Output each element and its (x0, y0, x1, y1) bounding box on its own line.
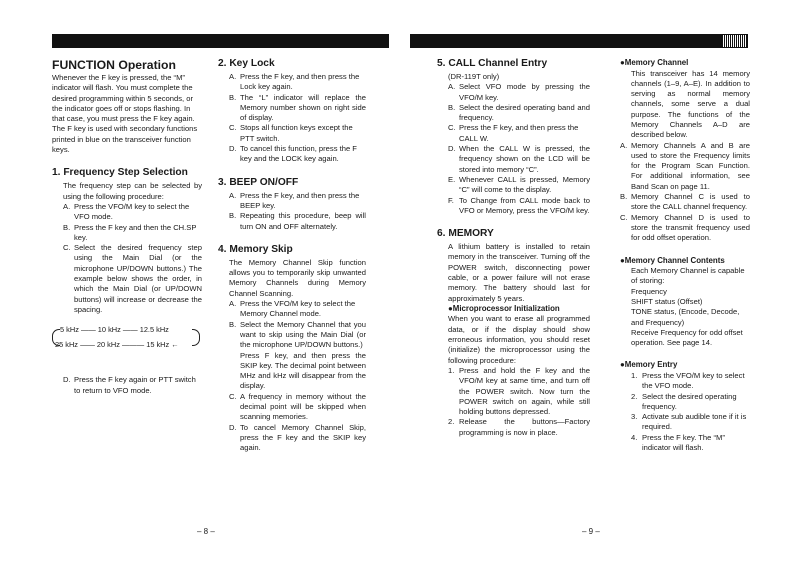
memory-contents-intro: Each Memory Channel is capable of storing: (631, 266, 745, 286)
step-25khz: 25 kHz (55, 340, 79, 350)
memory-contents-line: TONE status, (Encode, Decode, and Frequency) (631, 307, 740, 327)
column-2 (218, 58, 366, 466)
step-12-5khz: 12.5 kHz (139, 325, 169, 335)
step-15khz: 15 kHz (146, 340, 170, 350)
beep-title: 3. BEEP ON/OFF (218, 176, 299, 188)
memory-contents-line: Frequency (631, 286, 667, 296)
microprocessor-init-text: When you want to erase all programmed data, or if the display should show erroneous information, you should reset (initialize) the microprocessor using the following procedure: (448, 314, 590, 365)
list-item: B. Memory Channel C is used to store the CALL channel frequency. (620, 192, 750, 212)
column-3 (437, 58, 590, 438)
function-operation-title: FUNCTION Operation (52, 58, 176, 72)
scale-curve-right-arrow (192, 329, 200, 346)
list-item: D. When the CALL W is pressed, the frequency shown on the LCD will be stored into memory “C”. (448, 144, 590, 174)
list-item: D. Press the F key again or PTT switch to return to VFO mode. (63, 375, 196, 395)
memory-channel-title: ●Memory Channel (620, 58, 689, 67)
function-operation-intro-2: The F key is used with secondary functions printed in blue on the transceiver function keys. (52, 124, 198, 155)
frequency-step-intro: The frequency step can be selected by using the following procedure: (63, 181, 202, 201)
memory-contents-title: ●Memory Channel Contents (620, 255, 725, 265)
list-item: F. To Change from CALL mode back to VFO or Memory, press the VFO/M key. (448, 195, 590, 215)
list-item: A. Press the VFO/M key to select the VFO mode. (63, 201, 190, 222)
header-barcode-stripes (722, 35, 746, 47)
list-item: 2. Release the buttons—Factory programming is now in place. (448, 417, 590, 437)
page-number-right: – 9 – (582, 527, 600, 536)
memory-entry-title: ●Memory Entry (620, 360, 678, 370)
list-item: A. Press the VFO/M key to select the Memory Channel mode. (229, 299, 356, 319)
list-item: C. Stops all function keys except the PTT switch. (229, 123, 353, 143)
list-item: 1. Press the VFO/M key to select the VFO mode. (631, 370, 745, 391)
step-5khz: 5 kHz (60, 325, 79, 335)
header-bar-left (52, 34, 389, 48)
list-item: C. Select the desired frequency step using the Main Dial (or the microphone UP/DOWN buttons.) The example below shows the order, in which the Main Dial (or UP/DOWN buttons) will increase or decrease the spacing. (63, 243, 202, 314)
list-item: 3. Activate sub audible tone if it is required. (631, 412, 747, 432)
list-item: 1. Press and hold the F key and the VFO/M key at same time, and turn off the POWER switch. Now turn the POWER switch on again, while still holding buttons depressed. (448, 365, 590, 417)
list-item: B. The “L” indicator will replace the Memory number shown on right side of display. (229, 92, 366, 123)
list-item: E. Whenever CALL is pressed, Memory “C” will come to the display. (448, 174, 590, 195)
microprocessor-init-title: ●Microprocessor Initialization (448, 303, 560, 313)
column-1 (52, 58, 202, 396)
list-item: A. Press the F key, and then press the Lock key again. (229, 72, 360, 92)
list-item: C. Memory Channel D is used to store the transmit frequency used for odd offset operation. (620, 212, 750, 243)
frequency-step-title: 1. Frequency Step Selection (52, 167, 188, 179)
memory-skip-title: 4. Memory Skip (218, 243, 293, 255)
list-item: Press F key, and then press the SKIP key. The decimal point between MHz and kHz will disappear from the display. (240, 350, 366, 391)
list-item: 2. Select the desired operating frequency. (631, 391, 737, 411)
memory-skip-intro: The Memory Channel Skip function allows you to temporarily skip unwanted Memory Channels during Memory Channel Scanning. (229, 257, 366, 298)
memory-title: 6. MEMORY (437, 228, 494, 240)
list-item: B. Select the Memory Channel that you want to skip using the Main Dial (or the microphone UP/DOWN buttons.) (229, 319, 366, 350)
step-20khz: 20 kHz (96, 340, 120, 350)
function-operation-intro: Whenever the F key is pressed, the “M” indicator will flash. You must complete the desired programming within 5 seconds, or the indicator goes off or stops flashing. In that case, you must press the F key again. (52, 73, 195, 124)
memory-channel-intro: This transceiver has 14 memory channels (1–9, A–E). In addition to serving as normal memory channels, some serve a dual purpose. The functions of the Memory Channels A–D are described below. (631, 68, 750, 140)
memory-contents-line: SHIFT status (Offset) (631, 296, 703, 306)
list-item: B. Press the F key and then the CH.SP key. (63, 222, 197, 242)
list-item: D. To cancel Memory Channel Skip, press the F key and the SKIP key again. (229, 422, 366, 453)
key-lock-title: 2. Key Lock (218, 58, 275, 69)
header-bar-right (410, 34, 748, 48)
memory-intro: A lithium battery is installed to retain memory in the transceiver. Turning off the POWER switch, disconnecting power cable, or a power failure will not erase memory. The battery should last for approximately 5 years. (448, 242, 590, 303)
frequency-step-scale-diagram: 5 kHz —— 10 kHz —— 12.5 kHz 25 kHz —— 20 kHz ——— 15 kHz ← (52, 325, 202, 365)
step-10khz: 10 kHz (97, 325, 121, 335)
list-item: C. Press the F key, and then press the CALL W. (448, 123, 579, 143)
page-number-left: – 8 – (197, 527, 215, 536)
column-4 (620, 58, 750, 453)
list-item: 4. Press the F key. The “M” indicator will flash. (631, 432, 725, 452)
list-item: B. Repeating this procedure, beep will turn ON and OFF alternately. (229, 211, 366, 231)
list-item: B. Select the desired operating band and frequency. (448, 102, 590, 123)
list-item: D. To cancel this function, press the F key and the LOCK key again. (229, 144, 357, 164)
list-item: A. Memory Channels A and B are used to store the Frequency limits for the Program Scan Function. For additional information, see Band Scan on page 11. (620, 140, 750, 191)
list-item: C. A frequency in memory without the decimal point will be skipped when scanning memories. (229, 391, 366, 422)
call-channel-title: 5. CALL Channel Entry (437, 58, 548, 69)
list-item: A. Select VFO mode by pressing the VFO/M key. (448, 82, 590, 102)
memory-contents-line: Receive Frequency for odd offset operation. See page 14. (631, 327, 743, 348)
list-item: A. Press the F key, and then press the BEEP key. (229, 190, 360, 210)
call-channel-subtitle: (DR-119T only) (448, 72, 500, 81)
